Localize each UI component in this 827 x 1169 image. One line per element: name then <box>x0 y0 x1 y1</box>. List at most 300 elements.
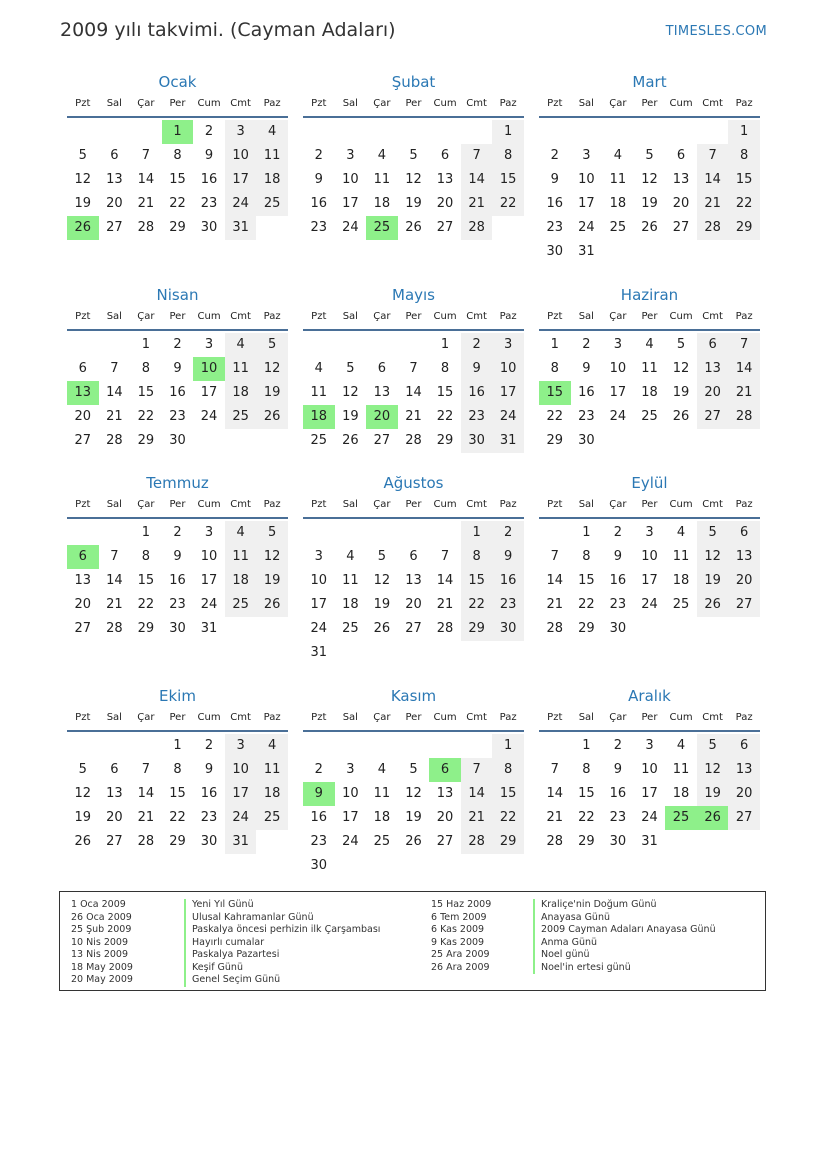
day-cell: 21 <box>137 196 155 211</box>
day-cell: 18 <box>672 573 690 588</box>
day-cell: 17 <box>609 385 627 400</box>
weekday-label: Pzt <box>311 311 327 322</box>
day-cell: 6 <box>409 549 418 564</box>
holiday-day-cell: 25 <box>366 216 398 240</box>
legend-date: 9 Kas 2009 <box>431 936 485 948</box>
day-cell: 23 <box>492 593 524 617</box>
day-cell: 27 <box>106 220 123 235</box>
day-cell: 23 <box>200 810 218 825</box>
weekday-label: Cum <box>433 499 457 510</box>
weekday-label: Cmt <box>230 98 251 109</box>
day-cell: 13 <box>373 385 391 400</box>
weekday-label: Sal <box>578 311 594 322</box>
weekday-label: Sal <box>342 499 358 510</box>
weekday-label: Paz <box>735 499 753 510</box>
day-cell: 8 <box>582 762 591 777</box>
day-cell: 13 <box>106 172 123 187</box>
day-cell: 16 <box>169 385 186 400</box>
weekday-label: Sal <box>578 98 594 109</box>
day-cell: 11 <box>256 758 288 782</box>
day-cell: 7 <box>110 549 119 564</box>
day-cell: 10 <box>225 144 257 168</box>
day-cell: 26 <box>256 593 288 617</box>
month-5 <box>303 285 524 453</box>
legend-date: 13 Nis 2009 <box>71 949 128 960</box>
day-cell: 15 <box>137 385 155 400</box>
empty-day-cell <box>366 521 398 545</box>
day-cell: 2 <box>492 521 524 545</box>
day-cell: 22 <box>578 810 595 825</box>
day-cell: 9 <box>173 361 182 376</box>
day-cell: 29 <box>578 834 595 849</box>
day-cell: 10 <box>641 549 658 564</box>
day-cell: 9 <box>582 361 591 376</box>
weekday-label: Çar <box>609 499 627 510</box>
day-cell: 21 <box>728 381 760 405</box>
empty-day-cell <box>366 333 398 357</box>
day-cell: 9 <box>204 148 214 163</box>
day-cell: 2 <box>204 738 214 753</box>
day-cell: 4 <box>377 762 387 777</box>
day-cell: 25 <box>641 409 658 424</box>
legend-holiday-name: Keşif Günü <box>184 962 380 975</box>
day-cell: 22 <box>728 192 760 216</box>
weekday-label: Pzt <box>547 499 563 510</box>
brand-logo-text[interactable]: TIMESLES.COM <box>665 24 767 39</box>
weekday-label: Pzt <box>311 98 327 109</box>
day-cell: 14 <box>137 172 155 187</box>
day-cell: 13 <box>405 573 422 588</box>
day-cell: 2 <box>613 738 623 753</box>
weekday-label: Çar <box>137 98 155 109</box>
holiday-day-cell: 26 <box>67 216 99 240</box>
weekday-label: Per <box>405 499 422 510</box>
day-cell: 15 <box>728 168 760 192</box>
day-cell: 4 <box>645 337 654 352</box>
day-cell: 18 <box>256 782 288 806</box>
day-cell: 19 <box>74 810 92 825</box>
day-cell: 11 <box>310 385 328 400</box>
day-cell: 12 <box>697 545 729 569</box>
weekday-label: Per <box>641 712 658 723</box>
day-cell: 13 <box>106 786 123 801</box>
day-cell: 2 <box>314 148 323 163</box>
weekday-label: Cmt <box>466 98 487 109</box>
day-cell: 23 <box>169 597 186 612</box>
day-cell: 31 <box>200 621 218 636</box>
day-cell: 12 <box>697 758 729 782</box>
weekday-label: Paz <box>499 499 517 510</box>
legend-date: 25 Ara 2009 <box>431 949 490 960</box>
weekday-label: Per <box>405 98 422 109</box>
day-cell: 1 <box>550 337 559 352</box>
holiday-day-cell: 13 <box>67 381 99 405</box>
day-cell: 21 <box>106 409 123 424</box>
day-grid <box>67 732 288 854</box>
day-cell: 29 <box>137 433 155 448</box>
weekday-label: Per <box>169 98 186 109</box>
weekday-label: Çar <box>373 311 391 322</box>
weekday-label: Çar <box>609 98 627 109</box>
legend-date: 15 Haz 2009 <box>431 899 492 910</box>
weekday-label: Pzt <box>311 712 327 723</box>
day-cell: 29 <box>169 220 186 235</box>
day-grid <box>539 118 760 264</box>
weekday-header <box>303 96 524 118</box>
day-cell: 7 <box>697 144 729 168</box>
day-cell: 9 <box>613 762 623 777</box>
day-cell: 26 <box>256 405 288 429</box>
legend-holiday-name: Genel Seçim Günü <box>184 974 380 987</box>
empty-day-cell <box>335 333 367 357</box>
day-cell: 23 <box>310 834 328 849</box>
weekday-label: Çar <box>373 98 391 109</box>
day-cell: 19 <box>697 782 729 806</box>
weekday-label: Pzt <box>547 311 563 322</box>
day-cell: 17 <box>578 196 595 211</box>
day-cell: 2 <box>582 337 591 352</box>
holiday-day-cell: 15 <box>539 381 571 405</box>
day-cell: 8 <box>173 762 182 777</box>
holiday-legend <box>59 891 766 991</box>
day-cell: 30 <box>310 858 328 873</box>
legend-date: 10 Nis 2009 <box>71 936 128 948</box>
weekday-label: Cum <box>669 499 693 510</box>
day-cell: 28 <box>728 405 760 429</box>
weekday-label: Sal <box>106 712 122 723</box>
day-cell: 1 <box>141 525 151 540</box>
day-cell: 4 <box>346 549 355 564</box>
legend-date: 25 Şub 2009 <box>71 924 132 935</box>
day-cell: 24 <box>225 192 257 216</box>
day-cell: 5 <box>377 549 387 564</box>
weekday-header <box>303 309 524 331</box>
day-cell: 12 <box>74 786 92 801</box>
day-cell: 1 <box>440 337 450 352</box>
empty-day-cell <box>571 120 603 144</box>
day-cell: 17 <box>225 168 257 192</box>
weekday-label: Paz <box>263 311 281 322</box>
day-cell: 20 <box>74 597 92 612</box>
day-cell: 8 <box>173 148 182 163</box>
empty-day-cell <box>99 333 131 357</box>
empty-day-cell <box>429 521 461 545</box>
day-cell: 26 <box>373 621 391 636</box>
day-cell: 27 <box>373 433 391 448</box>
day-cell: 4 <box>377 148 387 163</box>
month-name: Ağustos <box>383 474 444 492</box>
day-cell: 13 <box>436 786 454 801</box>
day-cell: 28 <box>137 834 155 849</box>
day-cell: 15 <box>461 569 493 593</box>
day-cell: 3 <box>492 333 524 357</box>
day-cell: 12 <box>405 172 422 187</box>
month-name: Mayıs <box>392 286 435 304</box>
legend-holiday-name: Paskalya Pazartesi <box>184 949 380 962</box>
day-cell: 3 <box>204 337 214 352</box>
legend-date: 20 May 2009 <box>71 974 133 985</box>
empty-day-cell <box>67 734 99 758</box>
day-cell: 25 <box>256 806 288 830</box>
weekday-label: Cum <box>433 98 457 109</box>
day-cell: 20 <box>405 597 422 612</box>
empty-day-cell <box>539 734 571 758</box>
day-cell: 16 <box>546 196 564 211</box>
day-cell: 28 <box>106 433 123 448</box>
day-cell: 15 <box>436 385 454 400</box>
day-cell: 4 <box>225 333 257 357</box>
legend-holiday-name: Ulusal Kahramanlar Günü <box>184 912 380 925</box>
month-name: Şubat <box>391 73 436 91</box>
day-cell: 1 <box>492 734 524 758</box>
day-cell: 9 <box>314 172 323 187</box>
day-cell: 16 <box>200 786 218 801</box>
day-cell: 16 <box>310 196 328 211</box>
month-name: Eylül <box>631 474 668 492</box>
day-cell: 18 <box>672 786 690 801</box>
weekday-label: Cum <box>197 499 221 510</box>
weekday-label: Pzt <box>75 311 91 322</box>
day-cell: 23 <box>546 220 564 235</box>
day-cell: 14 <box>461 168 493 192</box>
day-cell: 7 <box>728 333 760 357</box>
day-cell: 14 <box>137 786 155 801</box>
empty-day-cell <box>67 120 99 144</box>
day-cell: 16 <box>609 573 627 588</box>
day-cell: 26 <box>405 220 422 235</box>
day-cell: 24 <box>609 409 627 424</box>
day-cell: 17 <box>310 597 328 612</box>
weekday-label: Per <box>641 311 658 322</box>
weekday-label: Paz <box>735 311 753 322</box>
day-cell: 11 <box>342 573 359 588</box>
day-cell: 29 <box>728 216 760 240</box>
weekday-header <box>539 497 760 519</box>
day-cell: 25 <box>310 433 328 448</box>
day-cell: 8 <box>461 545 493 569</box>
legend-holiday-name: Anma Günü <box>533 937 716 950</box>
legend-date: 18 May 2009 <box>71 961 133 973</box>
day-cell: 14 <box>546 573 564 588</box>
weekday-label: Paz <box>263 98 281 109</box>
day-cell: 27 <box>436 834 454 849</box>
day-cell: 7 <box>409 361 418 376</box>
weekday-label: Cum <box>433 311 457 322</box>
day-cell: 18 <box>256 168 288 192</box>
weekday-label: Paz <box>499 98 517 109</box>
day-cell: 14 <box>405 385 422 400</box>
weekday-header <box>67 309 288 331</box>
day-cell: 22 <box>546 409 564 424</box>
weekday-header <box>303 497 524 519</box>
holiday-day-cell: 18 <box>303 405 335 429</box>
day-cell: 26 <box>697 593 729 617</box>
holiday-day-cell: 9 <box>303 782 335 806</box>
day-cell: 3 <box>645 525 654 540</box>
day-cell: 16 <box>200 172 218 187</box>
empty-day-cell <box>335 521 367 545</box>
day-cell: 19 <box>256 569 288 593</box>
weekday-label: Çar <box>373 712 391 723</box>
weekday-label: Paz <box>263 499 281 510</box>
weekday-header <box>67 497 288 519</box>
day-grid <box>303 732 524 878</box>
day-cell: 16 <box>578 385 595 400</box>
day-cell: 9 <box>173 549 182 564</box>
day-cell: 25 <box>225 593 257 617</box>
day-cell: 8 <box>141 361 151 376</box>
month-name: Aralık <box>628 687 671 705</box>
day-cell: 24 <box>342 834 359 849</box>
day-cell: 19 <box>405 810 422 825</box>
weekday-label: Sal <box>106 499 122 510</box>
day-cell: 2 <box>613 525 623 540</box>
legend-holiday-name: Anayasa Günü <box>533 912 716 925</box>
day-cell: 20 <box>106 810 123 825</box>
weekday-label: Per <box>169 499 186 510</box>
weekday-label: Paz <box>735 98 753 109</box>
day-cell: 27 <box>74 433 92 448</box>
day-cell: 9 <box>550 172 559 187</box>
day-cell: 19 <box>405 196 422 211</box>
day-cell: 4 <box>256 734 288 758</box>
day-cell: 13 <box>728 758 760 782</box>
weekday-label: Sal <box>578 499 594 510</box>
day-cell: 2 <box>204 124 214 139</box>
weekday-label: Çar <box>137 712 155 723</box>
weekday-label: Per <box>169 712 186 723</box>
day-cell: 6 <box>110 148 119 163</box>
day-cell: 5 <box>256 333 288 357</box>
empty-day-cell <box>335 120 367 144</box>
day-cell: 7 <box>141 148 151 163</box>
day-cell: 6 <box>728 734 760 758</box>
day-cell: 1 <box>728 120 760 144</box>
empty-day-cell <box>539 120 571 144</box>
day-cell: 8 <box>582 549 591 564</box>
day-cell: 12 <box>256 545 288 569</box>
day-cell: 24 <box>578 220 595 235</box>
weekday-label: Cmt <box>230 712 251 723</box>
day-cell: 20 <box>728 569 760 593</box>
day-cell: 14 <box>106 385 123 400</box>
day-cell: 28 <box>436 621 454 636</box>
legend-holiday-name: 2009 Cayman Adaları Anayasa Günü <box>533 924 716 937</box>
month-4 <box>67 285 288 453</box>
day-cell: 22 <box>461 593 493 617</box>
day-cell: 11 <box>672 762 690 777</box>
day-cell: 1 <box>141 337 151 352</box>
page-title: 2009 yılı takvimi. (Cayman Adaları) <box>60 19 396 41</box>
day-cell: 13 <box>728 545 760 569</box>
legend-holiday-name: Yeni Yıl Günü <box>184 899 380 912</box>
day-cell: 18 <box>641 385 658 400</box>
day-cell: 24 <box>342 220 359 235</box>
day-cell: 5 <box>409 762 418 777</box>
month-9 <box>539 473 760 641</box>
day-cell: 12 <box>641 172 658 187</box>
day-cell: 21 <box>405 409 422 424</box>
day-cell: 29 <box>137 621 155 636</box>
day-cell: 1 <box>461 521 493 545</box>
day-cell: 20 <box>436 810 454 825</box>
day-cell: 21 <box>461 192 493 216</box>
empty-day-cell <box>303 120 335 144</box>
day-cell: 5 <box>697 521 729 545</box>
day-cell: 24 <box>200 597 218 612</box>
weekday-header <box>303 710 524 732</box>
day-cell: 28 <box>461 216 493 240</box>
weekday-label: Per <box>641 499 658 510</box>
weekday-label: Sal <box>342 712 358 723</box>
weekday-header <box>539 710 760 732</box>
day-cell: 24 <box>225 806 257 830</box>
day-cell: 6 <box>676 148 686 163</box>
empty-day-cell <box>67 521 99 545</box>
day-cell: 23 <box>200 196 218 211</box>
legend-date: 6 Tem 2009 <box>431 911 487 923</box>
weekday-label: Per <box>641 98 658 109</box>
weekday-label: Paz <box>499 311 517 322</box>
day-cell: 30 <box>609 834 627 849</box>
day-cell: 18 <box>373 196 391 211</box>
empty-day-cell <box>335 734 367 758</box>
day-cell: 4 <box>676 738 686 753</box>
day-cell: 2 <box>314 762 323 777</box>
day-cell: 8 <box>492 758 524 782</box>
day-cell: 17 <box>342 196 359 211</box>
weekday-label: Pzt <box>547 98 563 109</box>
day-cell: 27 <box>728 806 760 830</box>
day-cell: 7 <box>550 762 559 777</box>
day-cell: 14 <box>461 782 493 806</box>
empty-day-cell <box>303 333 335 357</box>
day-cell: 14 <box>697 168 729 192</box>
weekday-label: Cum <box>669 311 693 322</box>
day-cell: 4 <box>225 521 257 545</box>
day-cell: 19 <box>641 196 658 211</box>
day-cell: 17 <box>492 381 524 405</box>
day-cell: 14 <box>106 573 123 588</box>
weekday-label: Pzt <box>75 98 91 109</box>
day-cell: 12 <box>405 786 422 801</box>
day-cell: 3 <box>346 148 355 163</box>
weekday-label: Paz <box>263 712 281 723</box>
day-cell: 10 <box>342 786 359 801</box>
empty-day-cell <box>130 120 162 144</box>
month-name: Mart <box>632 73 667 91</box>
weekday-header <box>539 309 760 331</box>
weekday-label: Çar <box>137 499 155 510</box>
day-cell: 10 <box>492 357 524 381</box>
day-cell: 6 <box>697 333 729 357</box>
day-cell: 28 <box>106 621 123 636</box>
day-cell: 11 <box>256 144 288 168</box>
weekday-label: Çar <box>609 311 627 322</box>
legend-holiday-name: Noel günü <box>533 949 716 962</box>
day-cell: 29 <box>436 433 454 448</box>
day-cell: 10 <box>342 172 359 187</box>
holiday-day-cell: 25 <box>665 806 697 830</box>
day-grid <box>539 732 760 854</box>
day-cell: 30 <box>609 621 627 636</box>
legend-holiday-name: Kraliçe'nin Doğum Günü <box>533 899 716 912</box>
holiday-day-cell: 26 <box>697 806 729 830</box>
weekday-label: Çar <box>609 712 627 723</box>
day-cell: 13 <box>436 172 454 187</box>
day-cell: 9 <box>461 357 493 381</box>
weekday-label: Cum <box>197 712 221 723</box>
